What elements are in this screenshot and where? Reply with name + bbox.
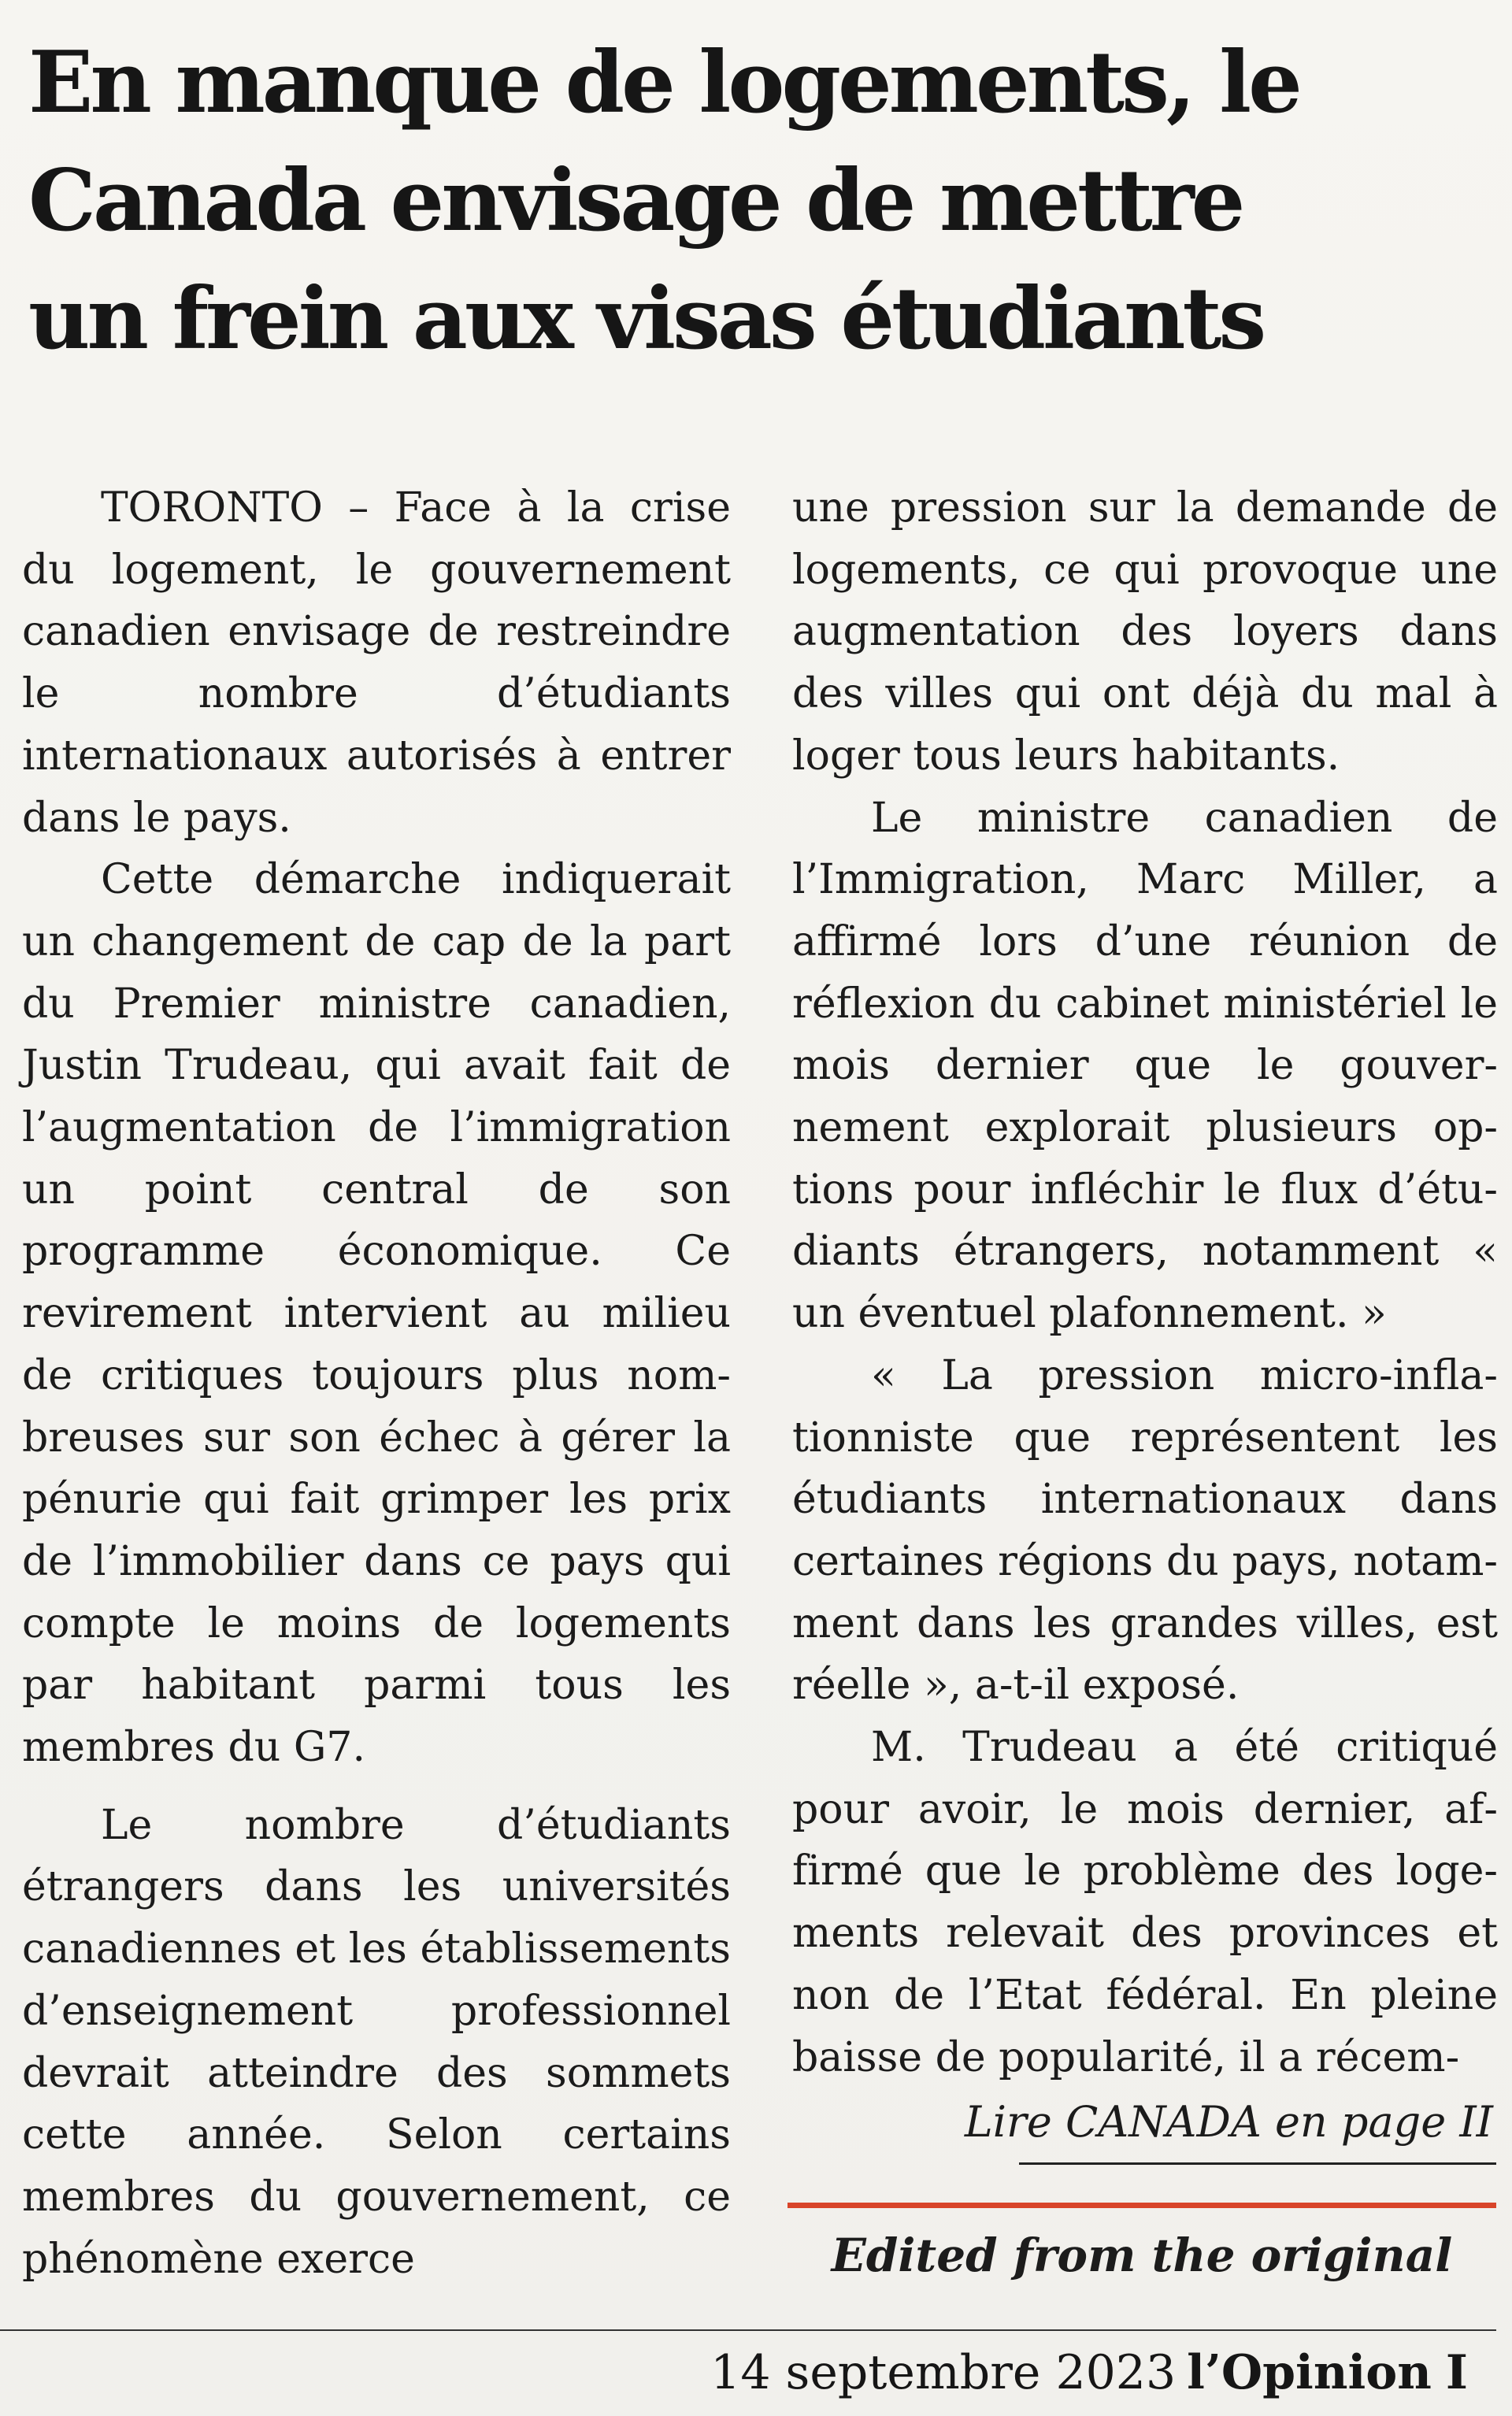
article-paragraph: Le ministre canadien de l’Immigration, Marc Miller, a affirmé lors d’une réunion de réflexion du cabinet ministériel le mois dernier que le gouvernement explorait plusieurs options pour infléchir le flux d’étudiants étrangers, notamment « un éventuel plafonnement. »: [792, 794, 1498, 1338]
page-footer: [710, 2337, 1468, 2408]
footer-divider: [0, 2329, 1496, 2331]
article-paragraph: une pression sur la demande de logements, ce qui provoque une augmentation des loyers dans des villes qui ont déjà du mal à loger tous leurs habitants.: [792, 484, 1498, 780]
continued-on-page-link[interactable]: Lire CANADA en page II: [964, 2097, 1493, 2147]
article-paragraph: TORONTO – Face à la crise du logement, le gouvernement canadien envisage de restreindre le nombre d’étudiants internationaux autorisés à entrer dans le pays.: [22, 484, 731, 842]
accent-divider: [788, 2203, 1496, 2208]
article-paragraph: M. Trudeau a été critiqué pour avoir, le mois dernier, affirmé que le problème des logements relevait des provinces et non de l’Etat fédéral. En pleine baisse de popularité, il a récem-: [792, 1724, 1498, 2081]
footer-date: 14 septembre 2023: [710, 2345, 1177, 2400]
continued-underline: [1019, 2162, 1496, 2165]
article-paragraph: Cette démarche indiquerait un changement de cap de la part du Premier ministre canadien, Justin Trudeau, qui avait fait de l’augmentation de l’immigration un point central de son programme économique. Ce revirement intervient au milieu de critiques toujours plus nombreuses sur son échec à gérer la pénurie qui fait grimper les prix de l’immobilier dans ce pays qui compte le moins de logements par habitant parmi tous les membres du G7.: [22, 856, 731, 1772]
article-left-column: [22, 477, 731, 2290]
headline-line: un frein aux visas étudiants: [28, 269, 1264, 369]
headline-line: Canada envisage de mettre: [28, 151, 1243, 250]
article-paragraph: Le nombre d’étudiants étrangers dans les universités canadiennes et les établissements d’enseignement professionnel devrait atteindre des sommets cette année. Selon certains membres du gouvernement, ce phénomène exerce: [22, 1801, 731, 2283]
edited-note: Edited from the original: [831, 2229, 1453, 2282]
article-paragraph: « La pression micro-inflationniste que représentent les étudiants internationaux dans certaines régions du pays, notamment dans les grandes villes, est réelle », a-t-il exposé.: [792, 1351, 1498, 1710]
headline: [28, 24, 1493, 378]
article-right-column: [792, 477, 1498, 2151]
publication-name: l’Opinion: [1187, 2345, 1432, 2400]
headline-line: En manque de logements, le: [28, 33, 1299, 132]
section-marker: I: [1445, 2345, 1468, 2400]
